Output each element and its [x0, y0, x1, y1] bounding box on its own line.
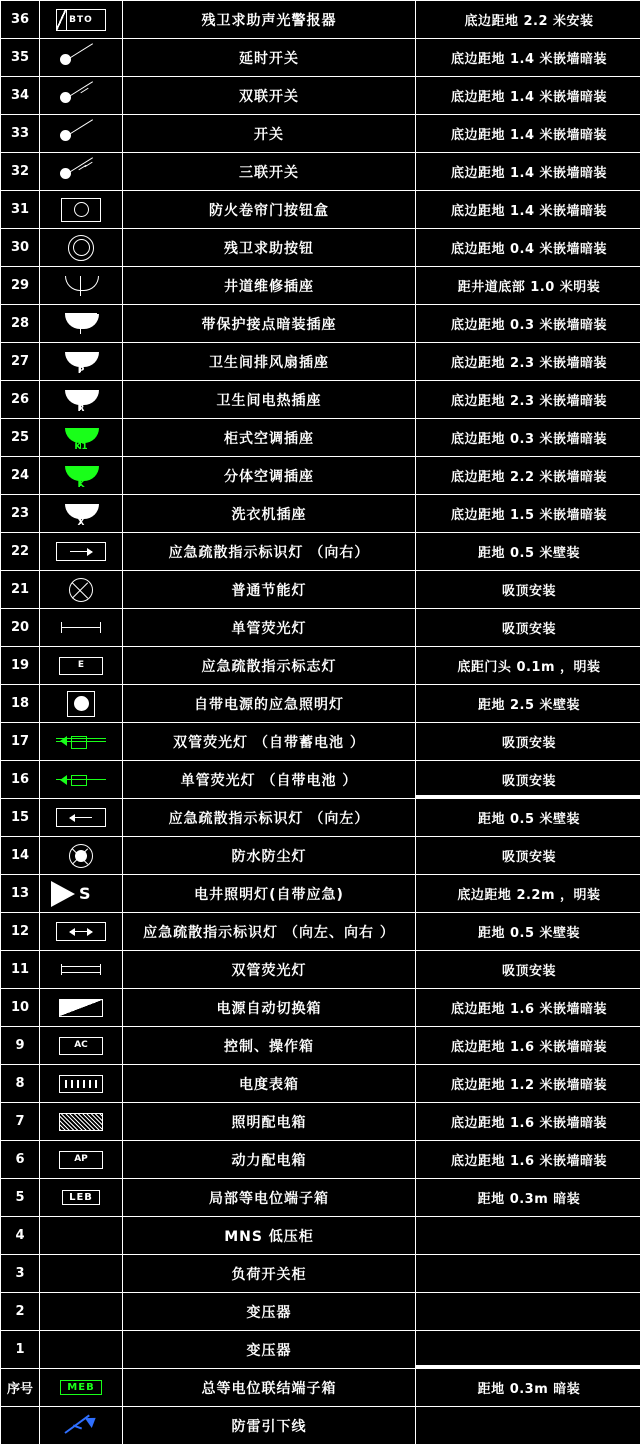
- symbol-cell: [40, 381, 123, 419]
- symbol-label: X: [61, 519, 101, 528]
- socket-protected-icon: [40, 307, 122, 341]
- symbol-cell: [40, 419, 123, 457]
- row-note: 吸顶安装: [416, 571, 640, 609]
- table-row: [1, 1179, 640, 1217]
- row-note: 底边距地 0.3 米嵌墙暗装: [416, 305, 640, 343]
- exit-arrow-right-icon: [40, 535, 122, 569]
- row-number: 27: [1, 343, 40, 381]
- table-row: [1, 115, 640, 153]
- row-number: 15: [1, 799, 40, 837]
- row-description: 残卫求助按钮: [123, 229, 416, 267]
- row-description: 变压器: [123, 1293, 416, 1331]
- symbol-cell: [40, 153, 123, 191]
- row-number: 12: [1, 913, 40, 951]
- row-note: 吸顶安装: [416, 761, 640, 799]
- row-number: 29: [1, 267, 40, 305]
- row-number: 8: [1, 1065, 40, 1103]
- lightning-bolt-icon: [40, 1409, 122, 1443]
- row-note: 底边距地 0.3 米嵌墙暗装: [416, 419, 640, 457]
- row-note: 底边距地 1.6 米嵌墙暗装: [416, 1141, 640, 1179]
- triangle-s-icon: [40, 877, 122, 911]
- row-description: 自带电源的应急照明灯: [123, 685, 416, 723]
- box-ap-icon: [40, 1143, 122, 1177]
- box-hatched-icon: [40, 1105, 122, 1139]
- symbol-cell: [40, 1293, 123, 1331]
- row-description: 应急疏散指示标识灯 （向左）: [123, 799, 416, 837]
- box-diagonal-icon: [40, 991, 122, 1025]
- table-row: [1, 609, 640, 647]
- green-single-fluorescent-icon: [40, 763, 122, 797]
- row-description: 总等电位联结端子箱: [123, 1369, 416, 1407]
- table-row: [1, 1331, 640, 1369]
- symbol-label: AC: [74, 1041, 88, 1050]
- row-description: 单管荧光灯 （自带电池 ）: [123, 761, 416, 799]
- switch-single-icon: [40, 41, 122, 75]
- table-row: [1, 1, 640, 39]
- row-note: 底边距地 2.2 米嵌墙暗装: [416, 457, 640, 495]
- row-description: 电源自动切换箱: [123, 989, 416, 1027]
- double-ring-icon: [40, 231, 122, 265]
- row-description: 动力配电箱: [123, 1141, 416, 1179]
- row-description: 双管荧光灯: [123, 951, 416, 989]
- symbol-label: R: [61, 405, 101, 414]
- symbol-cell: [40, 77, 123, 115]
- row-number: 21: [1, 571, 40, 609]
- row-note: 距地 0.3m 暗装: [416, 1369, 640, 1407]
- symbol-label: E: [78, 661, 84, 670]
- row-note: 底边距地 1.2 米嵌墙暗装: [416, 1065, 640, 1103]
- symbol-cell: [40, 913, 123, 951]
- row-description: 负荷开关柜: [123, 1255, 416, 1293]
- row-number: 23: [1, 495, 40, 533]
- symbol-cell: [40, 685, 123, 723]
- table-row: [1, 343, 640, 381]
- row-note: 底边距地 2.2m ，明装: [416, 875, 640, 913]
- row-note: 吸顶安装: [416, 951, 640, 989]
- row-note: 底边距地 2.3 米嵌墙暗装: [416, 343, 640, 381]
- symbol-cell: [40, 647, 123, 685]
- table-row: [1, 457, 640, 495]
- symbol-cell: [40, 837, 123, 875]
- row-note: 底边距地 1.4 米嵌墙暗装: [416, 77, 640, 115]
- row-note: [416, 1407, 640, 1445]
- row-description: 洗衣机插座: [123, 495, 416, 533]
- row-description: 带保护接点暗装插座: [123, 305, 416, 343]
- table-row: [1, 39, 640, 77]
- symbol-cell: [40, 989, 123, 1027]
- symbol-cell: [40, 799, 123, 837]
- row-note: 吸顶安装: [416, 609, 640, 647]
- row-number: 22: [1, 533, 40, 571]
- socket-r-icon: [40, 383, 122, 417]
- row-number: 24: [1, 457, 40, 495]
- table-row: [1, 77, 640, 115]
- row-number: 34: [1, 77, 40, 115]
- symbol-cell: [40, 191, 123, 229]
- row-note: 距地 0.5 米壁装: [416, 913, 640, 951]
- row-number: 1: [1, 1331, 40, 1369]
- socket-x-icon: [40, 497, 122, 531]
- table-row: [1, 1141, 640, 1179]
- alarm-box-icon: [40, 3, 122, 37]
- row-note: 底边距地 1.4 米嵌墙暗装: [416, 115, 640, 153]
- row-number: 33: [1, 115, 40, 153]
- row-number: 20: [1, 609, 40, 647]
- table-row: [1, 1293, 640, 1331]
- row-note: 距井道底部 1.0 米明装: [416, 267, 640, 305]
- box-ac-icon: [40, 1029, 122, 1063]
- table-row: [1, 913, 640, 951]
- symbol-label: MEB: [67, 1382, 94, 1393]
- row-number: 10: [1, 989, 40, 1027]
- table-row: [1, 761, 640, 799]
- symbol-cell: [40, 1103, 123, 1141]
- green-double-fluorescent-icon: [40, 725, 122, 759]
- row-number: 5: [1, 1179, 40, 1217]
- label-leb-icon: [40, 1181, 122, 1215]
- square-filled-circle-icon: [40, 687, 122, 721]
- table-row: [1, 685, 640, 723]
- row-number: 16: [1, 761, 40, 799]
- row-number: [1, 1407, 40, 1445]
- symbol-cell: [40, 39, 123, 77]
- row-description: 双管荧光灯 （自带蓄电池 ）: [123, 723, 416, 761]
- table-row: [1, 799, 640, 837]
- row-number: 2: [1, 1293, 40, 1331]
- symbol-cell: [40, 495, 123, 533]
- row-description: 变压器: [123, 1331, 416, 1369]
- row-note: [416, 1217, 640, 1255]
- row-number: 4: [1, 1217, 40, 1255]
- symbol-cell: [40, 761, 123, 799]
- row-number: 35: [1, 39, 40, 77]
- socket-p-icon: [40, 345, 122, 379]
- socket-plain-icon: [40, 269, 122, 303]
- table-row: [1, 153, 640, 191]
- symbol-cell: [40, 1141, 123, 1179]
- table-row: [1, 723, 640, 761]
- row-description: 开关: [123, 115, 416, 153]
- table-row: [1, 647, 640, 685]
- table-row: [1, 305, 640, 343]
- row-description: 井道维修插座: [123, 267, 416, 305]
- row-description: 防水防尘灯: [123, 837, 416, 875]
- table-row: [1, 1369, 640, 1407]
- row-note: 底边距地 1.4 米嵌墙暗装: [416, 153, 640, 191]
- symbol-label: P: [61, 367, 101, 376]
- symbol-cell: [40, 1179, 123, 1217]
- row-number: 14: [1, 837, 40, 875]
- row-number: 序号: [1, 1369, 40, 1407]
- symbol-cell: [40, 875, 123, 913]
- symbol-cell: [40, 457, 123, 495]
- symbol-cell: [40, 1255, 123, 1293]
- row-description: 分体空调插座: [123, 457, 416, 495]
- symbol-cell: [40, 1407, 123, 1445]
- symbol-cell: [40, 571, 123, 609]
- row-note: 底边距地 1.6 米嵌墙暗装: [416, 1027, 640, 1065]
- table-row: [1, 571, 640, 609]
- row-note: 底边距地 1.4 米嵌墙暗装: [416, 191, 640, 229]
- symbol-cell: [40, 1217, 123, 1255]
- row-description: 电井照明灯(自带应急): [123, 875, 416, 913]
- socket-k-icon: [40, 459, 122, 493]
- symbol-cell: [40, 609, 123, 647]
- row-description: 残卫求助声光警报器: [123, 1, 416, 39]
- row-description: 三联开关: [123, 153, 416, 191]
- symbol-cell: [40, 305, 123, 343]
- box-circle-icon: [40, 193, 122, 227]
- row-note: [416, 1293, 640, 1331]
- table-row: [1, 1103, 640, 1141]
- table-row: [1, 1217, 640, 1255]
- symbol-cell: [40, 533, 123, 571]
- table-row: [1, 1027, 640, 1065]
- row-description: 普通节能灯: [123, 571, 416, 609]
- row-number: 17: [1, 723, 40, 761]
- table-row: [1, 381, 640, 419]
- table-row: [1, 875, 640, 913]
- row-description: MNS 低压柜: [123, 1217, 416, 1255]
- symbol-cell: [40, 1065, 123, 1103]
- row-description: 电度表箱: [123, 1065, 416, 1103]
- exit-arrow-both-icon: [40, 915, 122, 949]
- table-row: [1, 229, 640, 267]
- symbol-label: K: [61, 481, 101, 490]
- socket-k1-icon: [40, 421, 122, 455]
- symbol-label: S: [79, 884, 91, 903]
- row-description: 单管荧光灯: [123, 609, 416, 647]
- row-note: [416, 1331, 640, 1369]
- row-note: 底边距地 2.2 米安装: [416, 1, 640, 39]
- exit-arrow-left-icon: [40, 801, 122, 835]
- row-number: 25: [1, 419, 40, 457]
- row-number: 3: [1, 1255, 40, 1293]
- symbol-cell: [40, 1369, 123, 1407]
- row-description: 卫生间电热插座: [123, 381, 416, 419]
- symbol-cell: [40, 1331, 123, 1369]
- row-note: 距地 2.5 米壁装: [416, 685, 640, 723]
- circle-cross-dot-icon: [40, 839, 122, 873]
- row-number: 32: [1, 153, 40, 191]
- label-meb-icon: [40, 1371, 122, 1405]
- symbol-cell: [40, 723, 123, 761]
- switch-double-icon: [40, 79, 122, 113]
- table-row: [1, 989, 640, 1027]
- row-note: 底边距地 1.6 米嵌墙暗装: [416, 989, 640, 1027]
- symbol-cell: [40, 1, 123, 39]
- row-note: 底边距地 1.6 米嵌墙暗装: [416, 1103, 640, 1141]
- symbol-label: K1: [61, 443, 101, 452]
- switch-plain-icon: [40, 117, 122, 151]
- symbol-cell: [40, 115, 123, 153]
- symbol-cell: [40, 229, 123, 267]
- row-number: 26: [1, 381, 40, 419]
- row-note: 距地 0.3m 暗装: [416, 1179, 640, 1217]
- row-note: 吸顶安装: [416, 837, 640, 875]
- row-description: 应急疏散指示标识灯 （向左、向右 ）: [123, 913, 416, 951]
- row-description: 防雷引下线: [123, 1407, 416, 1445]
- row-number: 7: [1, 1103, 40, 1141]
- table-row: [1, 495, 640, 533]
- row-description: 延时开关: [123, 39, 416, 77]
- row-note: 底边距地 0.4 米嵌墙暗装: [416, 229, 640, 267]
- lamp-bar-single-icon: [40, 611, 122, 645]
- row-note: 距地 0.5 米壁装: [416, 799, 640, 837]
- circle-cross-icon: [40, 573, 122, 607]
- box-meter-icon: [40, 1067, 122, 1101]
- table-row: [1, 533, 640, 571]
- table-row: [1, 1065, 640, 1103]
- row-number: 30: [1, 229, 40, 267]
- table-row: [1, 1407, 640, 1445]
- row-note: 吸顶安装: [416, 723, 640, 761]
- row-number: 19: [1, 647, 40, 685]
- switch-triple-icon: [40, 155, 122, 189]
- row-number: 11: [1, 951, 40, 989]
- symbol-label: LEB: [69, 1192, 93, 1203]
- table-row: [1, 951, 640, 989]
- row-description: 应急疏散指示标志灯: [123, 647, 416, 685]
- symbol-label: AP: [74, 1155, 88, 1164]
- row-number: 28: [1, 305, 40, 343]
- symbol-cell: [40, 267, 123, 305]
- symbol-label: BTO: [69, 15, 93, 25]
- lamp-bar-double-icon: [40, 953, 122, 987]
- row-number: 31: [1, 191, 40, 229]
- table-row: [1, 267, 640, 305]
- row-number: 6: [1, 1141, 40, 1179]
- table-row: [1, 837, 640, 875]
- symbol-cell: [40, 343, 123, 381]
- row-number: 18: [1, 685, 40, 723]
- row-description: 局部等电位端子箱: [123, 1179, 416, 1217]
- symbol-cell: [40, 1027, 123, 1065]
- row-note: 底边距地 1.4 米嵌墙暗装: [416, 39, 640, 77]
- legend-table-body: [1, 1, 640, 1445]
- symbol-cell: [40, 951, 123, 989]
- row-number: 36: [1, 1, 40, 39]
- row-description: 双联开关: [123, 77, 416, 115]
- row-number: 13: [1, 875, 40, 913]
- table-row: [1, 419, 640, 457]
- row-description: 卫生间排风扇插座: [123, 343, 416, 381]
- row-note: 底距门头 0.1m ，明装: [416, 647, 640, 685]
- row-note: 底边距地 2.3 米嵌墙暗装: [416, 381, 640, 419]
- row-note: 距地 0.5 米壁装: [416, 533, 640, 571]
- table-row: [1, 1255, 640, 1293]
- row-note: [416, 1255, 640, 1293]
- row-description: 柜式空调插座: [123, 419, 416, 457]
- row-description: 控制、操作箱: [123, 1027, 416, 1065]
- row-note: 底边距地 1.5 米嵌墙暗装: [416, 495, 640, 533]
- row-number: 9: [1, 1027, 40, 1065]
- row-description: 防火卷帘门按钮盒: [123, 191, 416, 229]
- exit-box-e-icon: [40, 649, 122, 683]
- table-row: [1, 191, 640, 229]
- row-description: 应急疏散指示标识灯 （向右）: [123, 533, 416, 571]
- row-description: 照明配电箱: [123, 1103, 416, 1141]
